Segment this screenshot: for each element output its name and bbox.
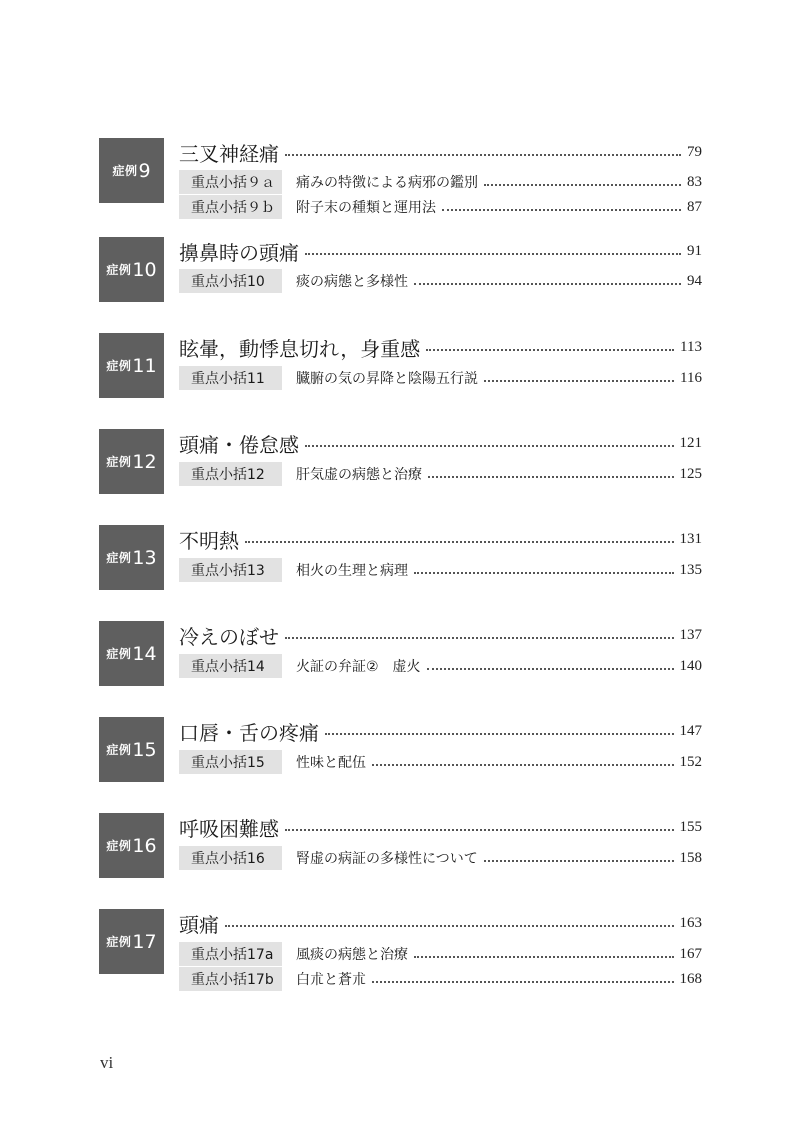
case-title-row[interactable] — [179, 813, 702, 841]
case-badge — [99, 237, 164, 302]
case-badge-number: 9 — [138, 159, 151, 182]
case-title: 擤鼻時の頭痛 — [179, 240, 299, 265]
leader-dots — [414, 572, 674, 574]
leader-dots — [372, 764, 674, 766]
subsection-title: 腎虚の病証の多様性について — [296, 851, 478, 867]
subsection-label: 重点小括９ａ — [179, 170, 282, 194]
subsection-row[interactable] — [179, 942, 702, 966]
subsection-label: 重点小括９ｂ — [179, 195, 282, 219]
case-page-number: 155 — [679, 818, 702, 835]
leader-dots — [285, 637, 674, 639]
case-badge-number: 12 — [132, 450, 157, 473]
leader-dots — [285, 154, 681, 156]
subsection-label: 重点小括15 — [179, 750, 282, 774]
subsection-title: 痰の病態と多様性 — [296, 274, 408, 290]
case-page-number: 163 — [679, 914, 702, 931]
leader-dots — [484, 184, 681, 186]
subsection-row[interactable] — [179, 462, 702, 486]
case-title-row[interactable] — [179, 429, 702, 457]
case-badge-prefix: 症例 — [106, 551, 132, 565]
case-badge-prefix: 症例 — [106, 455, 132, 469]
subsection-label: 重点小括17b — [179, 967, 282, 991]
subsection-page-number: 167 — [679, 945, 702, 962]
case-badge-number: 16 — [132, 834, 157, 857]
case-page-number: 131 — [679, 530, 702, 547]
case-page-number: 91 — [687, 242, 702, 259]
case-title-row[interactable] — [179, 333, 702, 361]
leader-dots — [225, 925, 674, 927]
case-title: 眩暈，動悸息切れ，身重感 — [179, 336, 421, 361]
case-title: 頭痛 — [179, 912, 219, 937]
leader-dots — [325, 733, 674, 735]
case-page-number: 121 — [679, 434, 702, 451]
subsection-page-number: 94 — [687, 272, 702, 289]
case-badge-prefix: 症例 — [106, 647, 132, 661]
case-badge — [99, 909, 164, 974]
subsection-label: 重点小括17a — [179, 942, 282, 966]
leader-dots — [442, 209, 681, 211]
case-badge — [99, 813, 164, 878]
subsection-page-number: 135 — [679, 561, 702, 578]
subsection-title: 相火の生理と病理 — [296, 563, 408, 579]
subsection-title: 火証の弁証② 虚火 — [296, 659, 421, 675]
subsection-row[interactable] — [179, 170, 702, 194]
subsection-page-number: 125 — [679, 465, 702, 482]
case-title-row[interactable] — [179, 138, 702, 166]
leader-dots — [484, 860, 674, 862]
case-badge-prefix: 症例 — [106, 263, 132, 277]
case-title: 頭痛・倦怠感 — [179, 432, 299, 457]
case-badge-prefix: 症例 — [106, 839, 132, 853]
case-badge-prefix: 症例 — [106, 935, 132, 949]
leader-dots — [285, 829, 674, 831]
case-badge-prefix: 症例 — [106, 743, 132, 757]
case-badge-number: 11 — [132, 354, 157, 377]
subsection-label: 重点小括16 — [179, 846, 282, 870]
subsection-row[interactable] — [179, 654, 702, 678]
leader-dots — [414, 283, 681, 285]
leader-dots — [372, 981, 674, 983]
subsection-label: 重点小括11 — [179, 366, 282, 390]
case-title-row[interactable] — [179, 525, 702, 553]
leader-dots — [245, 541, 674, 543]
case-badge-number: 14 — [132, 642, 157, 665]
subsection-row[interactable] — [179, 195, 702, 219]
subsection-label: 重点小括13 — [179, 558, 282, 582]
subsection-page-number: 152 — [679, 753, 702, 770]
case-badge-number: 17 — [132, 930, 157, 953]
case-badge — [99, 333, 164, 398]
subsection-page-number: 83 — [687, 173, 702, 190]
leader-dots — [305, 253, 681, 255]
subsection-title: 臓腑の気の昇降と陰陽五行説 — [296, 371, 478, 387]
subsection-title: 痛みの特徴による病邪の鑑別 — [296, 175, 478, 191]
subsection-title: 附子末の種類と運用法 — [296, 200, 436, 216]
subsection-row[interactable] — [179, 750, 702, 774]
leader-dots — [305, 445, 674, 447]
case-title: 口唇・舌の疼痛 — [179, 720, 319, 745]
subsection-page-number: 168 — [679, 970, 702, 987]
subsection-title: 風痰の病態と治療 — [296, 947, 408, 963]
case-badge-number: 10 — [132, 258, 157, 281]
leader-dots — [484, 380, 674, 382]
leader-dots — [426, 349, 674, 351]
subsection-page-number: 158 — [679, 849, 702, 866]
case-title: 不明熱 — [179, 528, 239, 553]
case-badge — [99, 717, 164, 782]
leader-dots — [427, 668, 674, 670]
case-badge — [99, 429, 164, 494]
subsection-page-number: 140 — [679, 657, 702, 674]
case-title-row[interactable] — [179, 717, 702, 745]
case-title: 呼吸困難感 — [179, 816, 279, 841]
page-number-footer: vi — [100, 1053, 114, 1072]
subsection-label: 重点小括10 — [179, 269, 282, 293]
case-title: 三叉神経痛 — [179, 141, 279, 166]
case-page-number: 147 — [679, 722, 702, 739]
case-badge — [99, 525, 164, 590]
case-title-row[interactable] — [179, 237, 702, 265]
subsection-label: 重点小括12 — [179, 462, 282, 486]
case-badge-prefix: 症例 — [106, 359, 132, 373]
case-badge-number: 15 — [132, 738, 157, 761]
subsection-row[interactable] — [179, 967, 702, 991]
leader-dots — [428, 476, 674, 478]
subsection-row[interactable] — [179, 366, 702, 390]
case-title: 冷えのぼせ — [179, 624, 279, 649]
case-title-row[interactable] — [179, 909, 702, 937]
subsection-title: 性味と配伍 — [296, 755, 366, 771]
subsection-row[interactable] — [179, 558, 702, 582]
case-page-number: 113 — [680, 338, 702, 355]
subsection-row[interactable] — [179, 846, 702, 870]
case-page-number: 79 — [687, 143, 702, 160]
subsection-title: 肝気虚の病態と治療 — [296, 467, 422, 483]
subsection-label: 重点小括14 — [179, 654, 282, 678]
subsection-page-number: 87 — [687, 198, 702, 215]
subsection-title: 白朮と蒼朮 — [296, 972, 366, 988]
subsection-row[interactable] — [179, 269, 702, 293]
case-badge-prefix: 症例 — [112, 164, 138, 178]
case-title-row[interactable] — [179, 621, 702, 649]
case-badge — [99, 621, 164, 686]
case-page-number: 137 — [679, 626, 702, 643]
subsection-page-number: 116 — [680, 369, 702, 386]
case-badge-number: 13 — [132, 546, 157, 569]
leader-dots — [414, 956, 674, 958]
case-badge — [99, 138, 164, 203]
